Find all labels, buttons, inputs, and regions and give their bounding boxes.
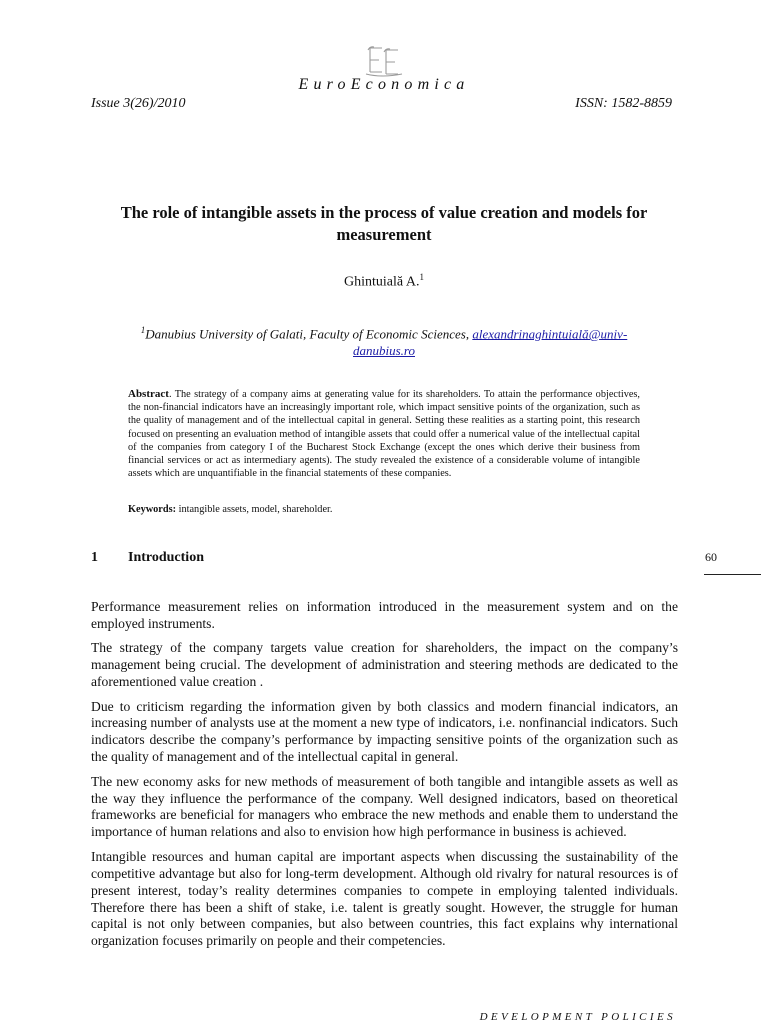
issue-label: Issue 3(26)/2010 [91,96,186,111]
journal-name: EuroEconomica [298,76,470,93]
margin-rule [704,574,761,575]
abstract [128,388,640,480]
abstract-label: Abstract [128,388,169,400]
abstract-text: . The strategy of a company aims at generating value for its shareholders. To attain the performance objectives, the non-financial indicators have an increasingly important role, which impact sensitive points of the organization, such as the quality of management and of the intellectual capital in general. Setting these realities as a starting point, this research focused on presenting an evaluation method of intangible assets that could offer a numerical value of the intellectual capital of the companies from category I of the Bucharest Stock Exchange (except the ones which derive their business from financial services or act as intermediary agents). The study revealed the existence of a considerable volume of intangible assets which are unquantifiable in the financial statements of these companies. [128,389,640,480]
section-number: 1 [91,550,98,565]
paragraph: The new economy asks for new methods of measurement of both tangible and intangible assets as well as the way they influence the performance of the company. Well designed indicators, based on theoretical frameworks are beneficial for managers who embrace the new methods and enable them to understand the importance of human relations and also to envision how high performance in business is achieved. [91,773,678,840]
keywords [128,504,640,515]
affiliation-text: Danubius University of Galati, Faculty of Economic Sciences, [145,326,473,342]
affiliation [110,322,658,359]
author-email-link[interactable]: alexandrinaghintuială@univ-danubius.ro [353,326,628,359]
ee-monogram-logo [362,44,406,78]
keywords-label: Keywords: [128,504,177,515]
author-name: Ghintuială A. [344,274,420,290]
body-text [91,599,678,958]
author-line [0,272,768,291]
page-number: 60 [705,550,717,564]
affiliation-superscript: 1 [140,325,146,335]
issn-label: ISSN: 1582-8859 [575,96,672,111]
keywords-text: intangible assets, model, shareholder. [176,504,333,515]
running-footer: DEVELOPMENT POLICIES [479,1011,676,1023]
paragraph: Performance measurement relies on information introduced in the measurement system and on the employed instruments. [91,599,678,631]
paragraph: The strategy of the company targets value creation for shareholders, the impact on the company’s management being crucial. The development of administration and steering methods are dedicated to the aforementioned value creation . [91,640,678,690]
paragraph: Intangible resources and human capital are important aspects when discussing the sustainability of the competitive advantage but also for long-term development. Although old rivalry for natural resources is of present interest, today’s reality determines companies to compete in employing talented individuals. Therefore there has been a shift of stake, i.e. talent is greatly sought. However, the struggle for human capital is not only between companies, but also between countries, this fact explains why international organization focuses primarily on people and their competencies. [91,848,678,949]
section-title: Introduction [128,550,204,565]
article-title: The role of intangible assets in the process of value creation and models for measurement [120,203,648,244]
author-superscript: 1 [419,272,424,282]
paragraph: Due to criticism regarding the information given by both classics and modern financial indicators, an increasing number of analysts use at the moment a new type of indicators, i.e. nonfinancial indicators. Such indicators describe the company’s performance by impacting sensitive points of the organization such as the quality of management and of the intellectual capital in general. [91,698,678,765]
